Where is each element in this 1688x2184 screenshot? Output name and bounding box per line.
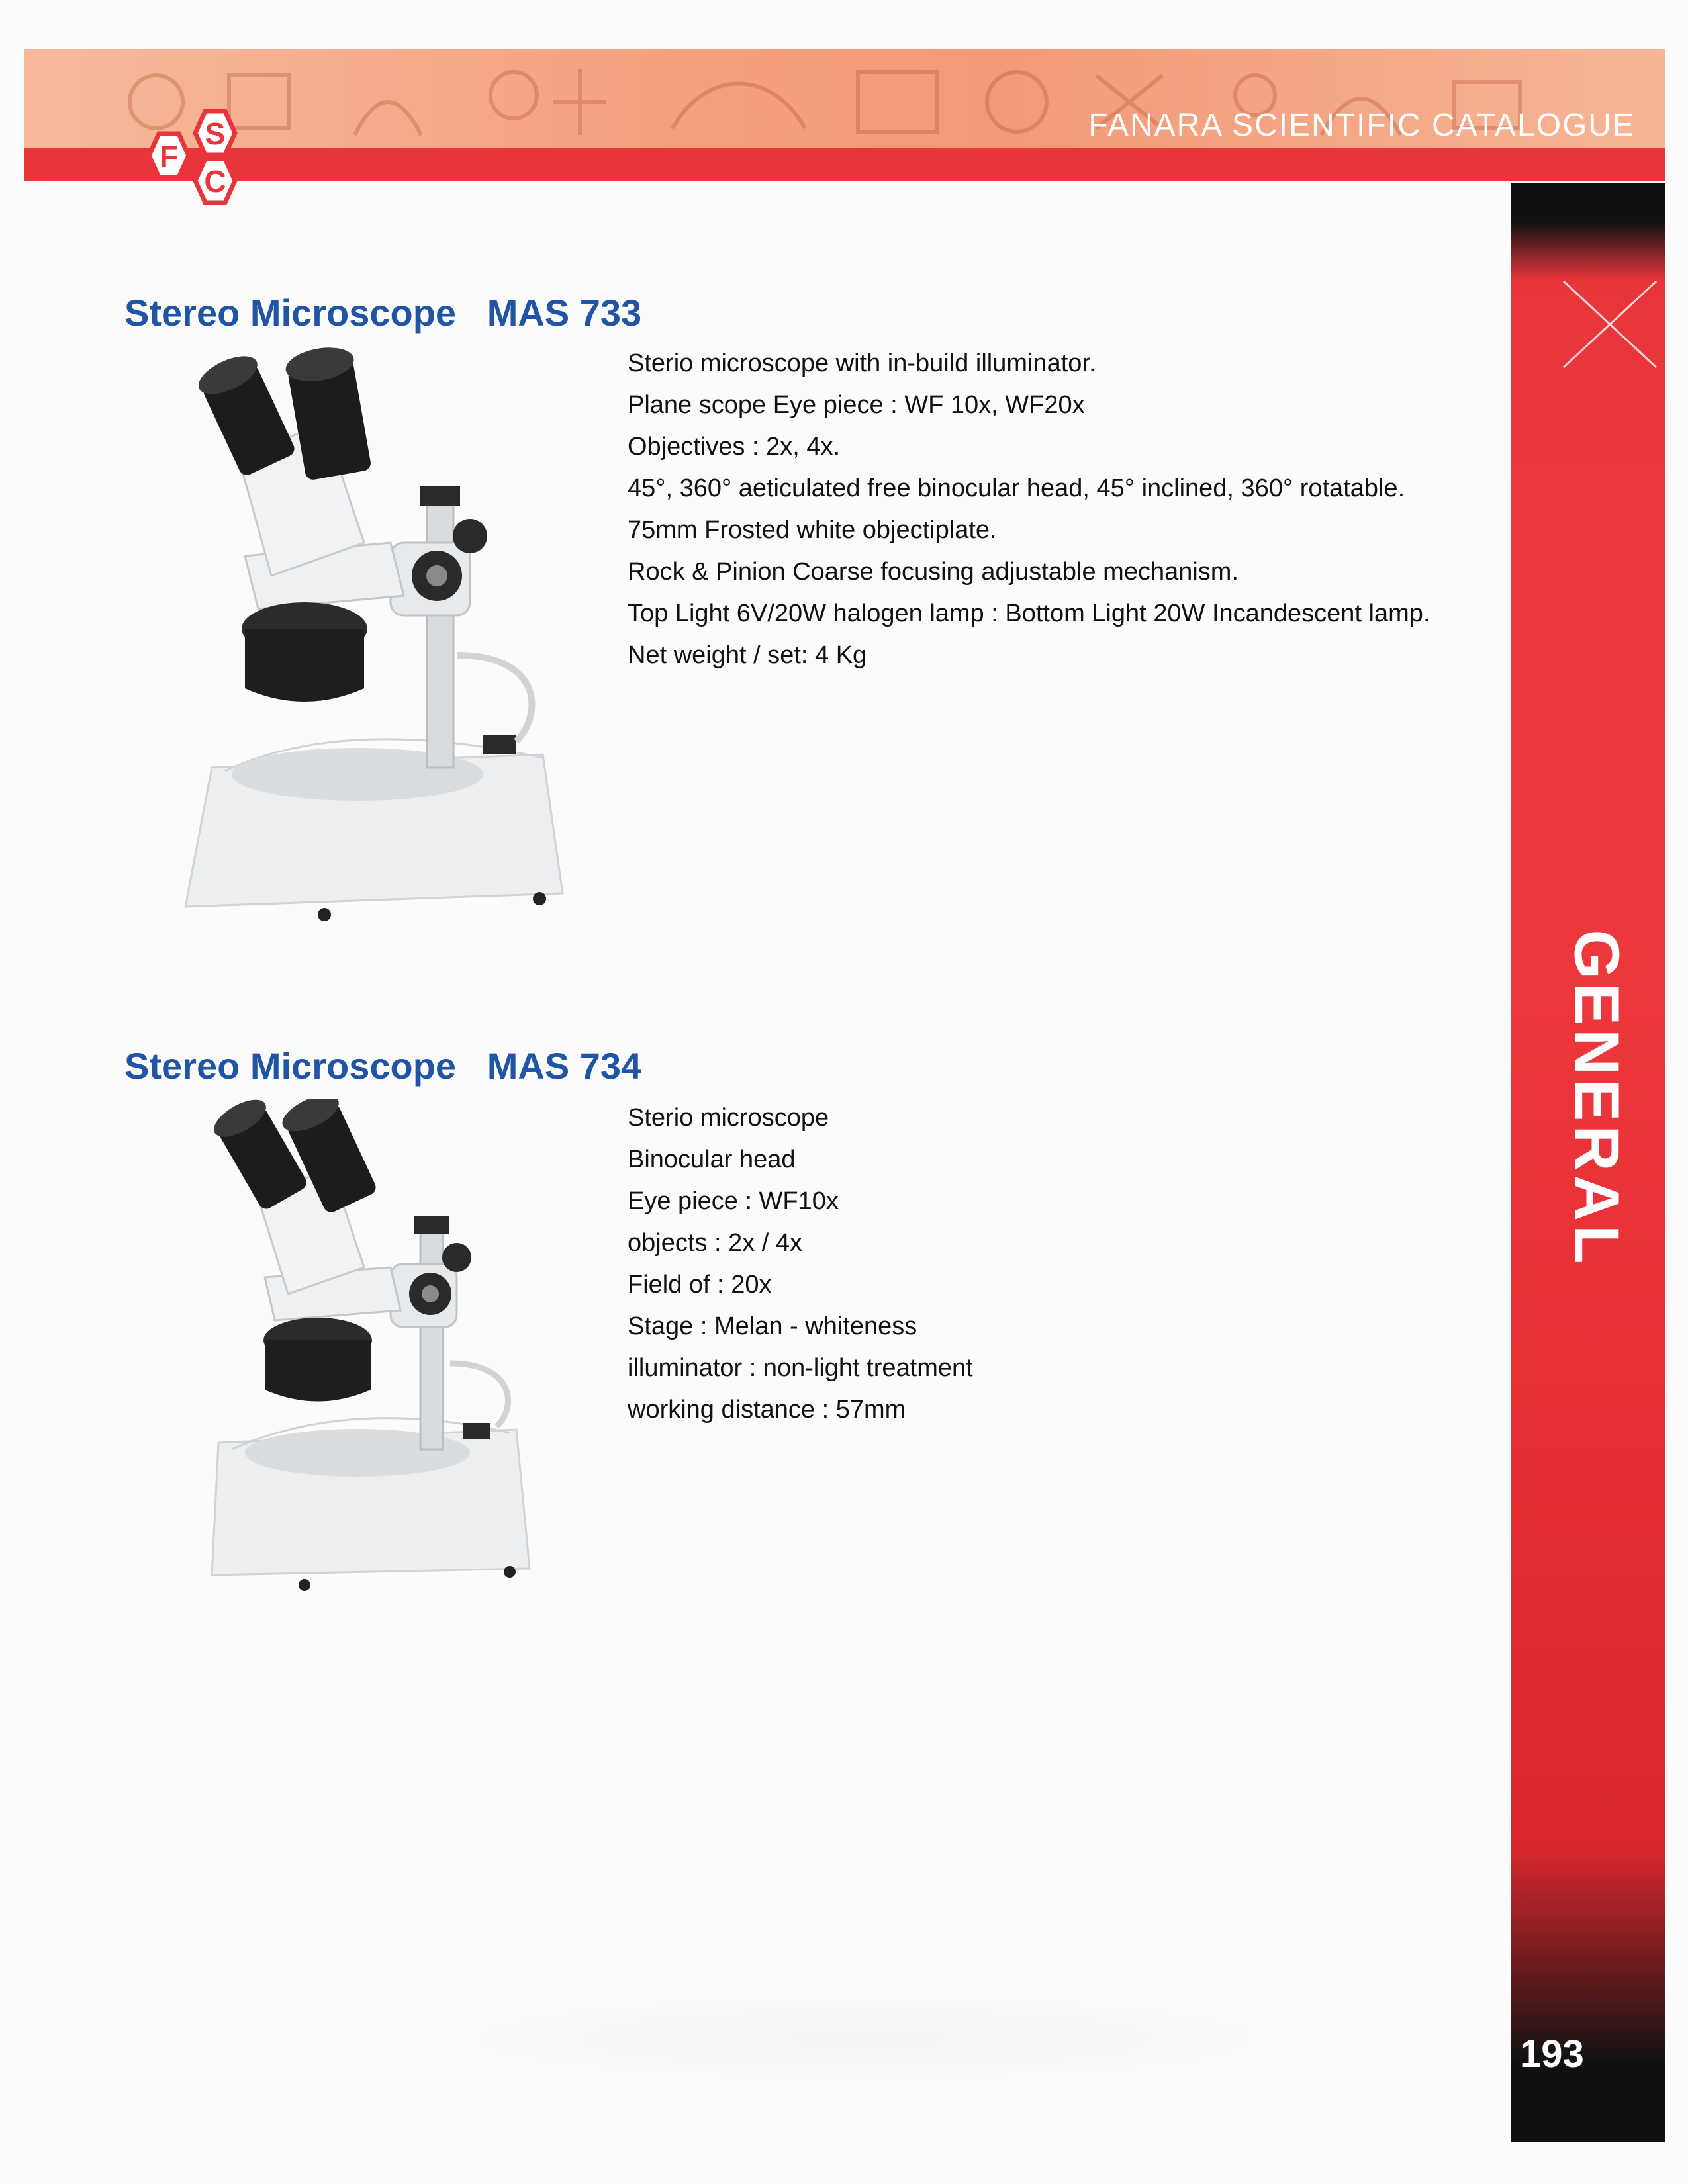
spec-item: Sterio microscope (628, 1104, 829, 1132)
page-number: 193 (1520, 2032, 1584, 2075)
microscope-mas-734-image (199, 1099, 543, 1602)
spec-item: Rock & Pinion Coarse focusing adjustable mechanism. (628, 558, 1239, 586)
section-label-text: GENERAL (1562, 929, 1633, 1268)
microscope-mas-733-image (172, 344, 583, 927)
section-label (1497, 929, 1688, 1268)
cross-decoration-icon (1557, 275, 1663, 374)
spec-item: 75mm Frosted white objectiplate. (628, 516, 997, 544)
spec-item: Net weight / set: 4 Kg (628, 641, 867, 669)
spec-item: 45°, 360° aeticulated free binocular head, 45° inclined, 360° rotatable. (628, 475, 1405, 502)
spec-item: illuminator : non-light treatment (628, 1354, 973, 1382)
logo-letter-s: S (205, 116, 226, 151)
spec-item: Plane scope Eye piece : WF 10x, WF20x (628, 391, 1085, 419)
spec-item: Field of : 20x (628, 1271, 772, 1298)
spec-item: Binocular head (628, 1146, 796, 1173)
logo-letter-f: F (159, 139, 179, 173)
spec-item: Objectives : 2x, 4x. (628, 433, 841, 461)
fsc-logo (126, 106, 278, 238)
spec-item: Stage : Melan - whiteness (628, 1312, 917, 1340)
spec-list-mas-734 (628, 1097, 973, 1431)
spec-list-mas-733 (628, 343, 1430, 676)
spec-item: working distance : 57mm (628, 1396, 906, 1424)
spec-item: Sterio microscope with in-build illuminator. (628, 349, 1096, 377)
spec-item: Eye piece : WF10x (628, 1187, 839, 1215)
spec-item: Top Light 6V/20W halogen lamp : Bottom Light 20W Incandescent lamp. (628, 600, 1430, 627)
product-title-mas-733: Stereo Microscope MAS 733 (124, 292, 642, 334)
logo-letter-c: C (204, 164, 226, 199)
spec-item: objects : 2x / 4x (628, 1229, 803, 1257)
product-title-mas-734: Stereo Microscope MAS 734 (124, 1045, 642, 1087)
decorative-shadow (457, 1999, 1278, 2078)
catalogue-title: FANARA SCIENTIFIC CATALOGUE (1088, 108, 1635, 143)
